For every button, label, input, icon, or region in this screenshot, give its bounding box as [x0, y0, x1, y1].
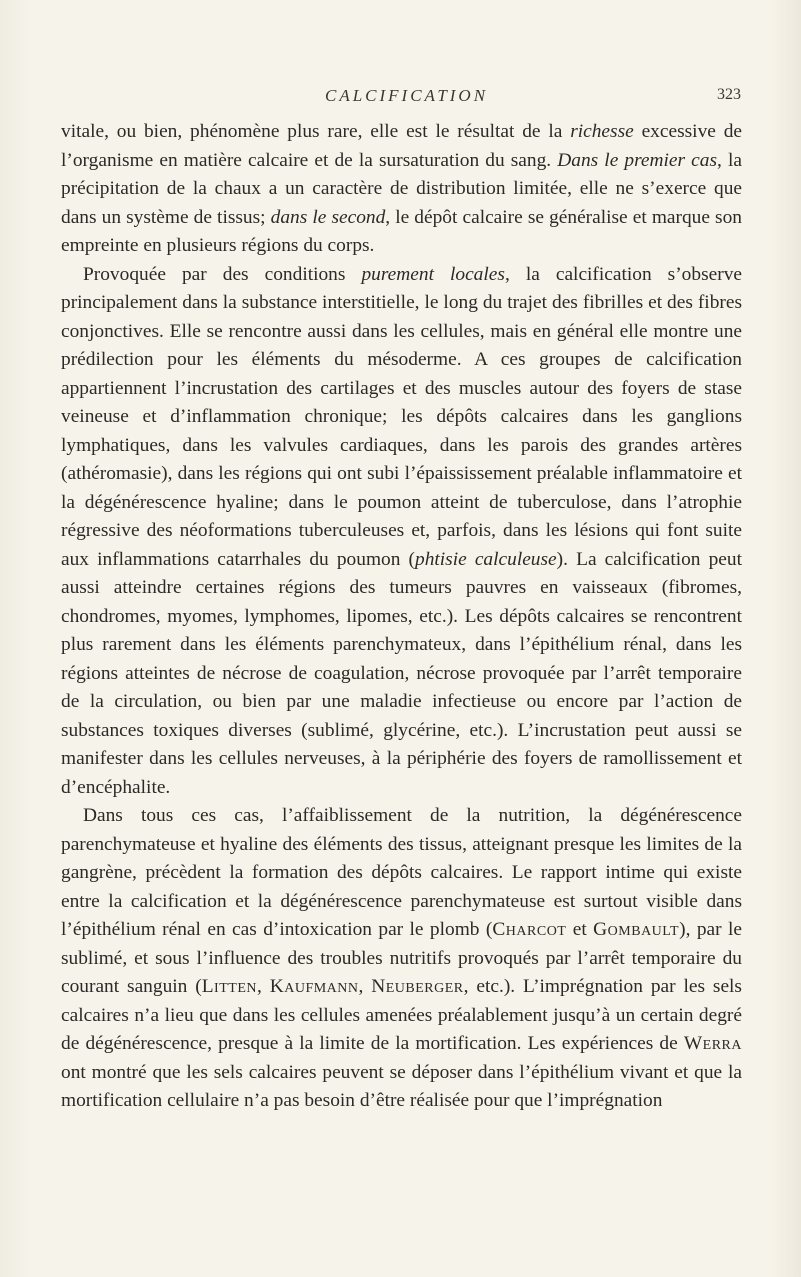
paragraph — [61, 118, 742, 261]
italic-phrase: phtisie calculeuse — [415, 548, 557, 570]
text-run: , — [358, 976, 372, 997]
text-run: , la précipitation de la chaux a un caractère de distribution limitée, elle ne s’exerce que dans un système de tissus; — [61, 149, 742, 228]
text-run: , le dépôt calcaire se généralise et marque son empreinte en plusieurs régions du corps. — [61, 206, 742, 256]
author-name: Charcot — [492, 919, 567, 940]
paragraph — [61, 261, 742, 803]
author-name: Neuberger — [371, 976, 464, 997]
text-run: vitale, ou bien, phénomène plus rare, elle est le résultat de la — [61, 121, 571, 142]
page-number: 323 — [717, 86, 741, 103]
paragraph — [61, 802, 742, 1116]
italic-phrase: richesse — [570, 121, 634, 142]
running-head — [0, 86, 801, 108]
text-run: et — [566, 919, 594, 940]
text-run: excessive de l’organisme en matière calcaire et de la sursaturation du sang. — [61, 121, 743, 171]
text-run: , la calcification s’observe principalement dans la substance interstitielle, le long du trajet des fibrilles et des fibres conjonctives. Elle se rencontre aussi dans les cellules, mais en général elle montre une prédilection pour les éléments du mésoderme. A ces groupes de calcification appartiennent l’incrustation des cartilages et des muscles autour des foyers de stase veineuse et d’inflammation chronique; les dépôts calcaires dans les ganglions lymphatiques, dans les valvules cardiaques, dans les parois des grandes artères (athéromasie), dans les régions qui ont subi l’épaississement préalable inflammatoire et la dégénérescence hyaline; dans le poumon atteint de tuberculose, dans l’atrophie régressive des néoformations tuberculeuses et, parfois, dans les lésions qui font suite aux inflammations catarrhales du poumon ( — [61, 263, 742, 570]
author-name: Werra — [683, 1033, 742, 1054]
text-run: ). La calcification peut aussi atteindre certaines régions des tumeurs pauvres en vaisseaux (fibromes, chondromes, myomes, lymphomes, lipomes, etc.). Les dépôts calcaires se rencontrent plus rarement dans les éléments parenchymateux, dans l’épithélium rénal, dans les régions atteintes de nécrose de coagulation, nécrose provoquée par l’arrêt temporaire de la circulation, ou bien par une maladie infectieuse ou encore par l’action de substances toxiques diverses (sublimé, glycérine, etc.). L’incrustation peut aussi se manifester dans les cellules nerveuses, à la périphérie des foyers de ramollissement et d’encéphalite. — [61, 548, 742, 798]
text-run: Provoquée par des conditions — [83, 263, 362, 285]
italic-phrase: dans le second — [270, 206, 386, 228]
text-run: , — [256, 976, 270, 997]
text-run: ont montré que les sels calcaires peuvent se déposer dans l’épithélium vivant et que la mortification cellulaire n’a pas besoin d’être réalisée pour que l’imprégnation — [61, 1061, 742, 1111]
running-title: CALCIFICATION — [325, 86, 489, 105]
author-name: Gombault — [593, 919, 680, 940]
body-text — [61, 118, 742, 1116]
text-run: , etc.). L’imprégnation par les sels calcaires n’a lieu que dans les cellules amenées préalablement jusqu’à un certain degré de dégénérescence, presque à la limite de la mortification. Les expériences de — [61, 976, 742, 1054]
author-name: Kaufmann — [269, 976, 359, 997]
italic-phrase: purement locales — [361, 263, 505, 285]
author-name: Litten — [201, 976, 257, 997]
text-run: ), par le sublimé, et sous l’influence des troubles nutritifs provoqués par l’arrêt temporaire du courant sanguin ( — [61, 919, 742, 997]
text-run: Dans tous ces cas, l’affaiblissement de la nutrition, la dégénérescence parenchymateuse et hyaline des éléments des tissus, atteignant presque les limites de la gangrène, précèdent la formation des dépôts calcaires. Le rapport intime qui existe entre la calcification et la dégénérescence parenchymateuse est surtout visible dans l’épithélium rénal en cas d’intoxication par le plomb ( — [61, 805, 742, 940]
italic-phrase: Dans le premier cas — [557, 149, 718, 171]
